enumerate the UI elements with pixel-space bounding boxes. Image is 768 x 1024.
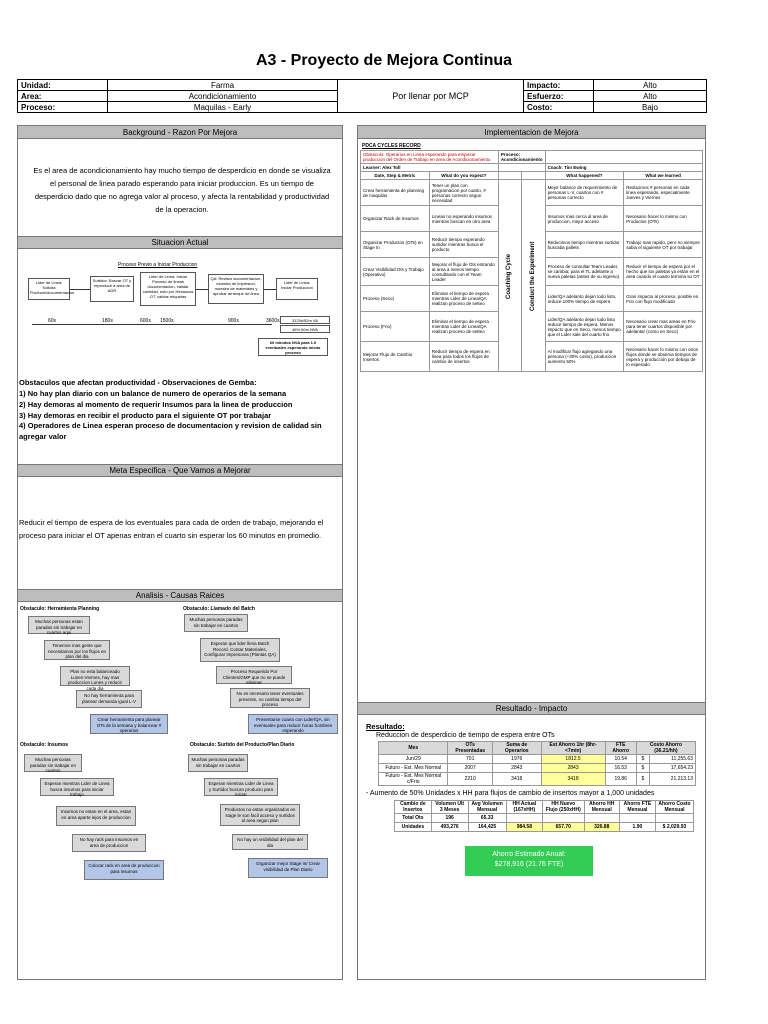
cause-box: Esperan mientras Lider de Linea y Surtidor buscan producto para iniciar — [204, 778, 278, 796]
ahorro-value: $278,916 (21.76 FTE) — [494, 861, 564, 868]
pdca-coach: Coach: Tim Ewing — [545, 164, 702, 172]
res1-cell: 19.86 — [605, 773, 636, 786]
conduct-experiment-label: Conduct the Experiment — [522, 180, 545, 372]
res1-header: Mes — [379, 742, 448, 755]
cause-box: No hay un visibilidad del plan del dia — [232, 834, 308, 850]
unidad-label: Unidad: — [18, 80, 108, 91]
meta-heading: Meta Especifica - Que Vamos a Mejorar — [18, 464, 342, 477]
solution-box: Presentarse cuarto con Lider/QA, sin eventuales para reducir horas hombres esperando — [248, 714, 338, 734]
res1-cell: Futuro - Est. Mes Normal — [379, 764, 448, 773]
col-header: What we learned — [624, 172, 703, 180]
flow-arrow — [70, 289, 90, 290]
cause-box: No hay rack para insumos en area de produccion — [72, 834, 146, 852]
res1-cell: 17,654.23 — [649, 764, 695, 773]
res2-header: Avg Volumen Mensual — [468, 801, 506, 814]
res1-cell: 2843 — [541, 764, 605, 773]
res1-cell: 3418 — [492, 773, 541, 786]
pdca-cell: Organizar Productos (OTs) en Stage In — [361, 232, 430, 258]
obstaculo-item: 3) Hay demoras en recibir el producto para el siguiente OT por trabajar — [19, 411, 272, 420]
analisis-title-1: Obstaculo: Herramienta Planning — [20, 606, 100, 612]
results-table-1 — [378, 741, 696, 786]
timeline-label: 180s — [102, 318, 113, 324]
pdca-cell: Reducimos # personas en cada linea esperando, especialmente Jueves y Viernes — [624, 180, 703, 206]
res2-cell — [619, 814, 655, 823]
page-title: A3 - Proyecto de Mejora Continua — [255, 52, 513, 69]
pdca-cell: Necesario crear mas areas en Frio para tener cuartos disponible por adelantar (como en Seco) — [624, 312, 703, 342]
col-header: Date, Step & Metric — [361, 172, 430, 180]
flow-arrow — [264, 289, 276, 290]
cause-box: Proceso Requerido Por Clientes/GMP que no se puede eliminar — [216, 666, 292, 684]
pdca-cell: Eliminar el tiempo de espera mientras Lider de Linea/QA realizan proceso de setteo — [429, 312, 498, 342]
res1-cell: Futuro - Est. Mes Normal c/Frio — [379, 773, 448, 786]
cause-box: Tenemos mas gente que necesitamos por los flujos en plan del dia — [44, 640, 110, 660]
pdca-cell: Al modificar flujo agregando una persona (+30% costo), produccion aumento 50% — [545, 342, 624, 372]
right-panel — [357, 125, 706, 980]
pdca-cell: Reducimos tiempo mientras surtidor buscaba pallets — [545, 232, 624, 258]
flow-step-1: Lider de Linea: Solicita Producto/documentacion — [28, 278, 70, 300]
results-table-2 — [394, 800, 694, 832]
res2-cell: 196 — [431, 814, 468, 823]
pdca-obstaculo: Obstaculo: Operarios en Linea esperando para empezar produccion del Orden de Trabajo en area de Acondicionamiento — [361, 151, 499, 164]
col-header: What happened? — [545, 172, 624, 180]
res2-header: Ahorro Costo Mensual — [655, 801, 693, 814]
cause-box: No es necesario tener eventuales presente, no cambia tiempo del proceso — [230, 688, 310, 708]
res2-cell: 1.90 — [619, 823, 655, 832]
res2-cell — [543, 814, 585, 823]
cause-box: Muchas personas paradas sin trabajar en cuartos — [184, 614, 248, 632]
res1-cell: $ — [636, 773, 649, 786]
cause-box: Esperan que lider llena Batch Record, Contar Materiales, Configurar Impresoras (Plantas QA) — [200, 638, 280, 662]
res1-cell: 11,255.63 — [649, 755, 695, 764]
pdca-cell: Reducir el tiempo de espera por el hecho que los paletas ya estan en el area cuando el cuarto termina su OT — [624, 258, 703, 286]
res2-cell — [506, 814, 542, 823]
pdca-cell: Reducir tiempo de espera en linea para todos los flujos de cambio de insertos — [429, 342, 498, 372]
situacion-heading: Situacion Actual — [18, 236, 342, 249]
res1-cell: 16.53 — [605, 764, 636, 773]
cause-box: Productos no estan organizados en stage le son facil acceso y surtidos al area segun plan — [220, 804, 300, 826]
esfuerzo-label: Esfuerzo: — [524, 91, 594, 102]
pdca-cell: Proceso (Seco) — [361, 286, 430, 312]
cause-box: Esperan mientras Lider de Linea busca insumos para iniciar trabajo — [40, 778, 114, 796]
res1-cell: 701 — [448, 755, 492, 764]
impacto-value: Alto — [594, 80, 707, 91]
res1-cell: 3418 — [541, 773, 605, 786]
impacto-label: Impacto: — [524, 80, 594, 91]
cause-box: Plan no esta balanceado Lunes-Viernes, hay mas produccion Lunes y reducir cada dia — [60, 666, 130, 686]
left-panel — [17, 125, 343, 980]
timeline-label: 60s — [48, 318, 57, 324]
resultado-bullet-1: Reduccion de desperdicio de tiempo de espera entre OTs — [376, 732, 555, 739]
mcp-note: Por llenar por MCP — [338, 80, 524, 113]
timeline-label: 1500s — [160, 318, 174, 324]
obstaculos-heading: Obstaculos que afectan productividad - Observaciones de Gemba: — [19, 378, 257, 387]
res2-cell — [584, 814, 619, 823]
costo-value: Bajo — [594, 102, 707, 113]
col-header: What do you expect? — [429, 172, 498, 180]
pdca-cell: Trabajo mas rapido, pero no siempre sabia el siguiente OT por trabajar — [624, 232, 703, 258]
proceso-value: Maquilas - Early — [108, 102, 338, 113]
res2-header: Cambio de Insertos — [395, 801, 432, 814]
pdca-cell: Organizar Rack de Insumos — [361, 206, 430, 232]
pdca-cell: Lineas no esperando insumos mientras buscan en otro area — [429, 206, 498, 232]
pdca-cell: Necesario hacer lo mismo con otros flujos donde se observa tiempos de espera y producción por debajo de lo esperado — [624, 342, 703, 372]
timeline-line — [32, 324, 272, 325]
ahorro-label: Ahorro Estimado Anual: — [492, 851, 566, 858]
res1-header: OTs Presentadas — [448, 742, 492, 755]
ahorro-box — [465, 846, 593, 876]
res1-header: FTE Ahorro — [605, 742, 636, 755]
timeline-label: 900s — [228, 318, 239, 324]
pdca-cell: Proceso (Frio) — [361, 312, 430, 342]
resultado-heading: Resultado - Impacto — [358, 702, 705, 715]
res2-cell: Unidades — [395, 823, 432, 832]
pdca-cell: Proceso de consultar Team Leader, se cambia; para el TL adelante a nueva paletas (antes de su ingreso) — [545, 258, 624, 286]
coaching-cycle-label: Coaching Cycle — [498, 180, 521, 372]
res2-cell: 65.33 — [468, 814, 506, 823]
area-value: Acondicionamiento — [108, 91, 338, 102]
pdca-cell: Crear Visibilidad Ots y Trabajo (Operativo) — [361, 258, 430, 286]
nva-note: 60 minutos NVA para 1.0 eventuales esperando iniciar proceso — [258, 338, 328, 356]
res1-cell: Jun/29 — [379, 755, 448, 764]
analisis-title-3: Obstaculo: Insumos — [20, 742, 69, 748]
res1-header: Suma de Operarios — [492, 742, 541, 755]
cause-box: Muchas personas paradas sin trabajar en cuartos — [24, 754, 82, 772]
analisis-heading: Analisis - Causas Raices — [18, 589, 342, 602]
res2-cell: $ 2,029.93 — [655, 823, 693, 832]
analisis-title-4: Obstaculo: Surtido del Producto/Plan Diario — [190, 742, 295, 748]
res1-cell: 2843 — [492, 764, 541, 773]
res1-cell: 1976 — [492, 755, 541, 764]
flow-title: Proceso Previo a Iniciar Produccion — [118, 262, 198, 268]
res2-cell: 493,276 — [431, 823, 468, 832]
meta-text: Reducir el tiempo de espera de los eventuales para cada de orden de trabajo, mejorando el proceso para iniciar el OT apenas entran el cuarto sin esperar los 60 minutos en promedio. — [19, 518, 324, 540]
flow-step-4: QA: Revisar documentacion, muestra de impresion, muestra de materiales y aprobar arranque de linea — [208, 274, 264, 304]
cause-box: Insumos no estan en el area, estan en area aparte lejos de produccion — [56, 806, 136, 826]
pdca-cell: Lider/QA adelanto dejan todo listo reduce tiempo de espera. Menos impacto que en Seco, menos tiempo que el Lider sale del cuarto frio — [545, 312, 624, 342]
res2-header: Ahorro FTE Mensual — [619, 801, 655, 814]
background-heading: Background - Razon Por Mejora — [18, 126, 342, 139]
esfuerzo-value: Alto — [594, 91, 707, 102]
res2-cell: 164,425 — [468, 823, 506, 832]
pdca-cell: Lider/QA adelanto dejan todo listo, reduce 100% tiempo de espera — [545, 286, 624, 312]
flow-arrow — [196, 289, 208, 290]
cause-box: No hay herramienta para planear demanda igual L-V — [76, 690, 142, 708]
pdca-cell: Crear herramienta de planning de maquilas — [361, 180, 430, 206]
pdca-title: PDCA CYCLES RECORD — [362, 143, 421, 149]
pdca-cell: Necesario hacer lo mismo con Productos (OTs) — [624, 206, 703, 232]
implementacion-heading: Implementacion de Mejora — [358, 126, 705, 139]
resultado-title: Resultado: — [366, 722, 405, 731]
res2-header: Volumen Ult 3 Meses — [431, 801, 468, 814]
res2-header: HH Nuevo Flujo (250xHH) — [543, 801, 585, 814]
flow-step-5: Lider de Linea: Iniciar Produccion — [276, 278, 318, 300]
background-text: Es el area de acondicionamiento hay mucho tiempo de desperdicio en donde se visualiza el personal de linea parado esperando para iniciar produccion. Es un tiempo de desperdicio dado que no agrega valor al proceso, y afecta la rentabilidad y productividad de la operacion. — [33, 166, 331, 214]
res1-cell: 21,213.13 — [649, 773, 695, 786]
res1-cell: 10.54 — [605, 755, 636, 764]
cause-box: Muchas personas estan paradas sin trabajar en cuartos aqui — [28, 616, 90, 634]
unidad-value: Farma — [108, 80, 338, 91]
flow-step-2: Surtidor: Buscar OT y reproducir a area de ADR — [90, 276, 134, 302]
pdca-cell: Eliminar el tiempo de espera mientras Lider de Linea/QA realizan proceso de setteo — [429, 286, 498, 312]
pdca-cell: Mejorar Flujo de Cambio Insertos — [361, 342, 430, 372]
pdca-cell: Reducir tiempo esperando surtidor mientras busca el producto — [429, 232, 498, 258]
pdca-cell: Tener un plan con programacion por cuarto, # personas correcto segun necesidad — [429, 180, 498, 206]
nva-line-2: 46% 60m NVA — [280, 325, 330, 333]
pdca-table — [360, 150, 703, 372]
pdca-cell: Insumos mas cerca al area de produccion, mejor acceso — [545, 206, 624, 232]
cause-box: Muchas personas paradas sin trabajar en cuartos — [188, 754, 248, 772]
res1-header: Costo Ahorro (36.21/hh) — [636, 742, 695, 755]
obstaculo-item: 4) Operadores de Linea esperan proceso de documentacion y revision de calidad sin agregar valor — [19, 421, 322, 441]
analisis-title-2: Obstaculo: Llamado del Batch — [183, 606, 255, 612]
pdca-proceso: Proceso: Acondicionamiento — [498, 151, 545, 164]
res2-cell: Total Ots — [395, 814, 432, 823]
res1-cell: 2210 — [448, 773, 492, 786]
nva-line-1: 3120s/52m VA — [280, 316, 330, 324]
pdca-cell: Mejorar el flujo de Ots entrando al area a menos tiempo consultando con el Team Leader — [429, 258, 498, 286]
res2-cell: 326.88 — [584, 823, 619, 832]
solution-box: Organizar mejor Stage In/ Crear visibilidad de Plan Diario — [248, 858, 328, 878]
res1-header: Est Ahorro 1hr (8hr-<7min) — [541, 742, 605, 755]
res2-header: Ahorro HH Mensual — [584, 801, 619, 814]
res1-cell: $ — [636, 755, 649, 764]
pdca-cell: Mejor balance de requerimiento de personas L-V, cuartos con # personas correcto — [545, 180, 624, 206]
header-table — [17, 79, 707, 113]
res2-cell — [655, 814, 693, 823]
proceso-label: Proceso: — [18, 102, 108, 113]
resultado-bullet-2: - Aumento de 50% Unidades x HH para flujos de cambio de insertos mayor a 1,000 unidades — [366, 790, 655, 797]
res2-cell: 657.70 — [543, 823, 585, 832]
pdca-learner: Learner: Alex Toll — [361, 164, 499, 172]
obstaculo-item: 1) No hay plan diario con un balance de numero de operarios de la semana — [19, 389, 287, 398]
pdca-cell: Gran impacto al proceso, posible en Frio con flujo modificado — [624, 286, 703, 312]
solution-box: Crear herramienta para planear OTs de la semana y balancear # operarios — [90, 714, 168, 734]
area-label: Area: — [18, 91, 108, 102]
res2-cell: 984.58 — [506, 823, 542, 832]
res1-cell: $ — [636, 764, 649, 773]
flow-step-3: Lider de Linea: Iniciar Proceso de lineas documentacion, validar cantidad, esto por Hirsauuss OT, validar etiquetas — [140, 272, 196, 306]
res1-cell: 1812.5 — [541, 755, 605, 764]
obstaculo-item: 2) Hay demoras al momento de requerir Insumos para la linea de produccion — [19, 400, 293, 409]
timeline-label: 600s — [140, 318, 151, 324]
res1-cell: 2007 — [448, 764, 492, 773]
costo-label: Costo: — [524, 102, 594, 113]
solution-box: Colocar rack en area de produccion para insumos — [84, 860, 164, 880]
res2-header: HH Actual (167xHH) — [506, 801, 542, 814]
timeline-label: 3600s — [266, 318, 280, 324]
